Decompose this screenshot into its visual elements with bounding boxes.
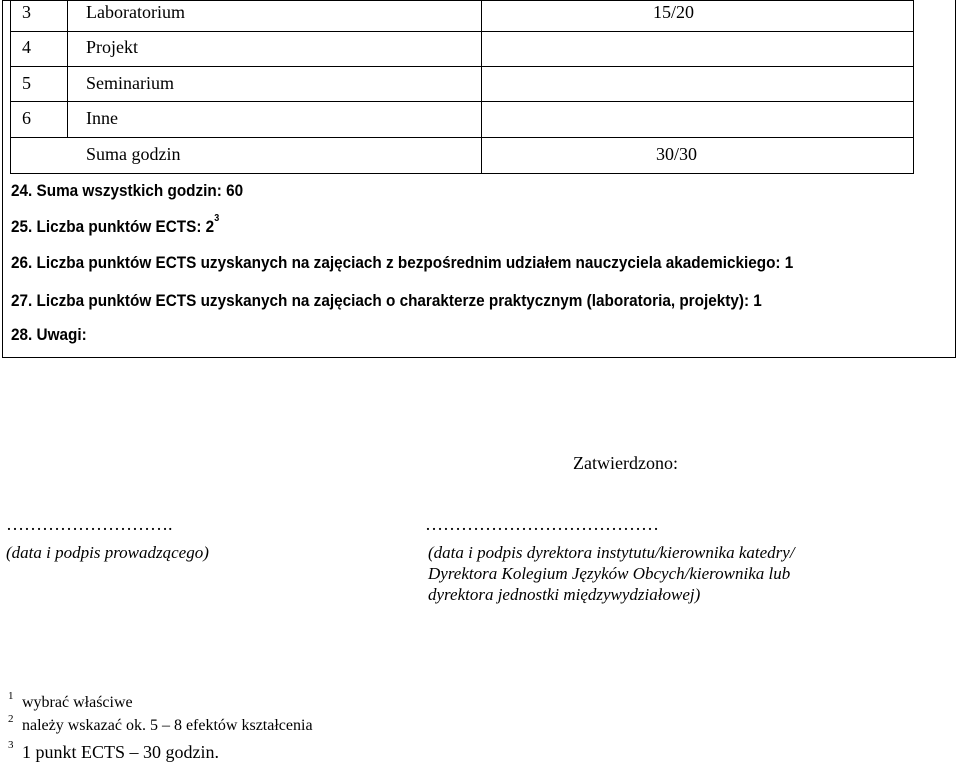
approval-label: Zatwierdzono: (573, 453, 678, 473)
item-24-total-hours: 24. Suma wszystkich godzin: 60 (11, 181, 244, 200)
frame-left-line (2, 0, 3, 358)
row-number: 6 (22, 108, 31, 128)
item-28-remarks: 28. Uwagi: (11, 325, 87, 344)
table-top-line (2, 0, 914, 1)
row-label: Projekt (86, 37, 138, 57)
frame-right-line (955, 0, 956, 358)
table-row-line (10, 137, 914, 138)
footnote-number: 1 (8, 690, 14, 702)
num-col-divider (67, 0, 68, 138)
row-hours: 30/30 (656, 144, 698, 164)
right-signature-caption-line3: dyrektora jednostki międzywydziałowej) (428, 585, 701, 604)
row-label: Seminarium (86, 73, 174, 93)
right-signature-caption-line1: (data i podpis dyrektora instytutu/kierownika katedry/ (428, 543, 795, 562)
footnote-text: 1 punkt ECTS – 30 godzin. (22, 742, 219, 762)
left-signature-caption: (data i podpis prowadzącego) (6, 543, 209, 562)
table-bottom-line (10, 173, 914, 174)
hours-col-divider (481, 0, 482, 174)
item-27-ects-practical: 27. Liczba punktów ECTS uzyskanych na zajęciach o charakterze praktycznym (laboratoria, projekty): 1 (11, 291, 762, 310)
row-label: Laboratorium (86, 2, 185, 22)
footnote-text: należy wskazać ok. 5 – 8 efektów kształcenia (22, 717, 313, 734)
right-signature-caption-line2: Dyrektora Kolegium Języków Obcych/kierownika lub (428, 564, 791, 583)
footnote-number: 2 (8, 713, 14, 725)
table-row-line (10, 101, 914, 102)
row-label: Inne (86, 108, 118, 128)
left-signature-dots: ………………………. (6, 514, 173, 534)
table-left-line (10, 0, 11, 174)
frame-bottom-line (2, 357, 956, 358)
right-signature-dots: ………………………………… (425, 514, 659, 534)
row-label: Suma godzin (86, 144, 181, 164)
item-26-ects-direct: 26. Liczba punktów ECTS uzyskanych na zajęciach z bezpośrednim udziałem nauczyciela akademickiego: 1 (11, 253, 794, 272)
item-25-ects: 25. Liczba punktów ECTS: $2^3$ (11, 213, 220, 236)
row-number: 4 (22, 37, 31, 57)
table-row-line (10, 66, 914, 67)
footnote-ref: 3 (214, 213, 220, 224)
row-number: 5 (22, 73, 31, 93)
footnote-number: 3 (8, 739, 14, 751)
table-right-line (913, 0, 914, 174)
row-number: 3 (22, 2, 31, 22)
table-row-line (10, 31, 914, 32)
footnote-text: wybrać właściwe (22, 694, 133, 711)
row-hours: 15/20 (653, 2, 695, 22)
